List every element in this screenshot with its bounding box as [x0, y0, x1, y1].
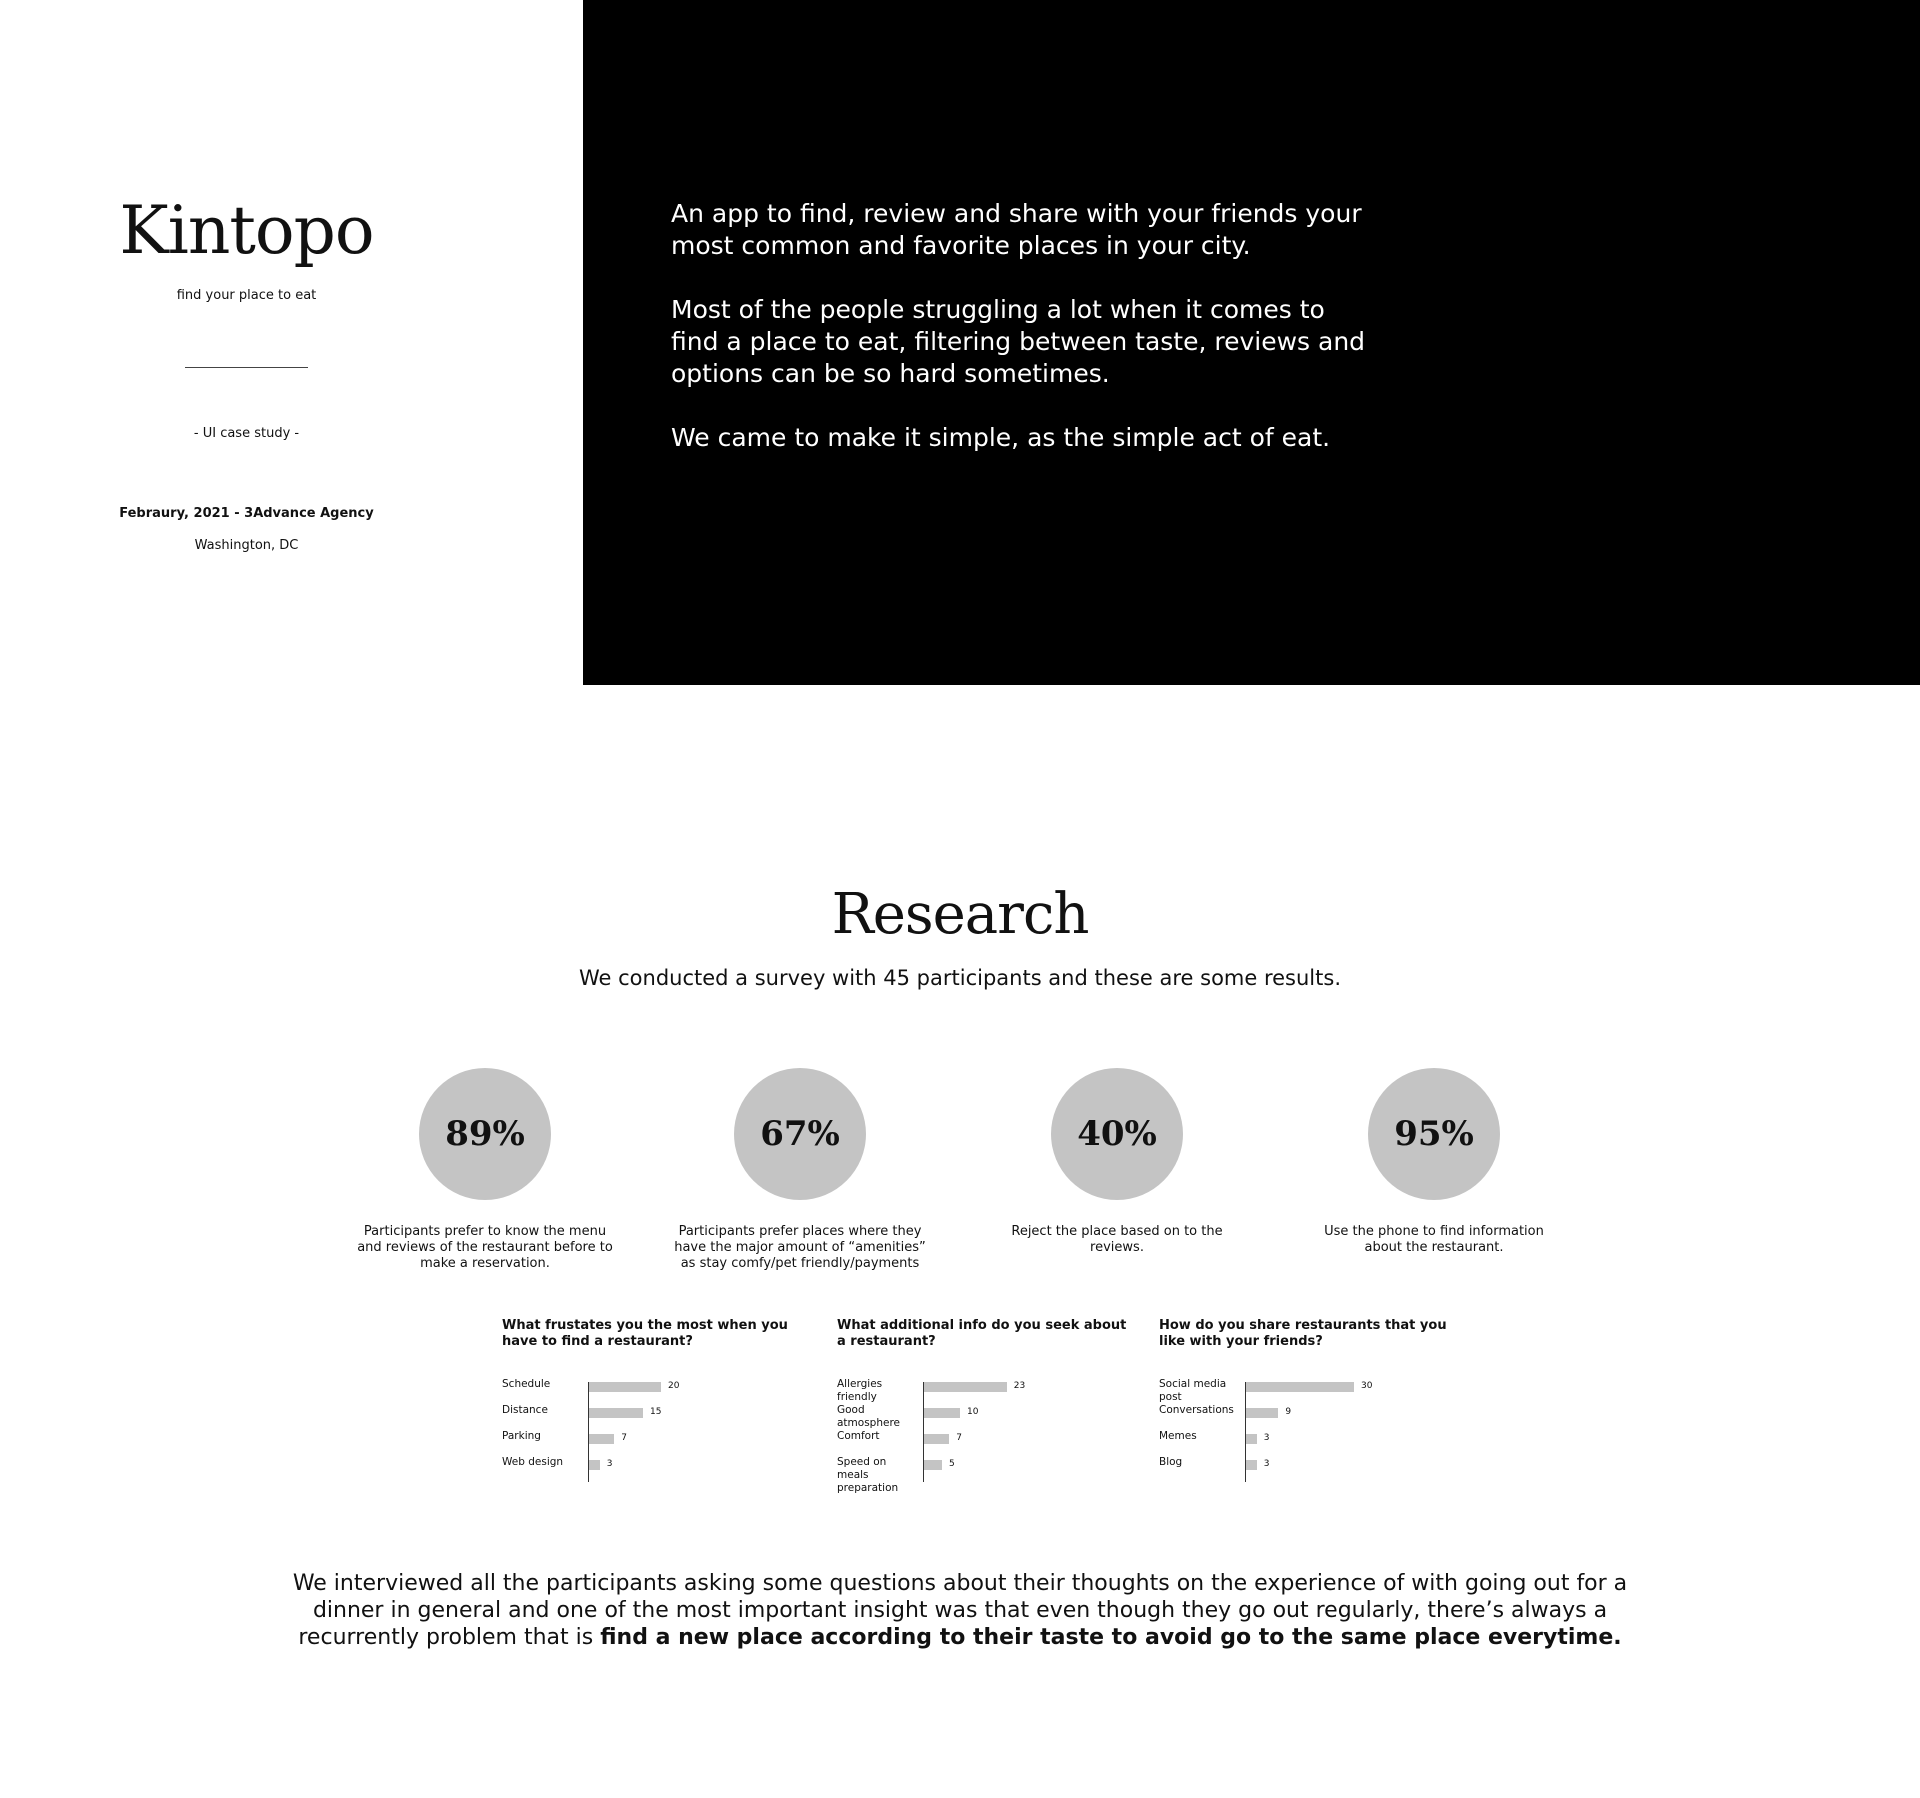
chart-row	[502, 1378, 802, 1404]
stat-value: 40%	[1051, 1068, 1183, 1200]
chart-bar	[1246, 1382, 1354, 1392]
intro-paragraph: An app to find, review and share with your friends your most common and favorite places in your city.	[671, 199, 1362, 260]
chart-bar	[924, 1408, 960, 1418]
chart-row	[1159, 1404, 1459, 1430]
stat-description: Participants prefer to know the menu and reviews of the restaurant before to make a reservation.	[357, 1224, 613, 1271]
chart-bar	[1246, 1408, 1278, 1418]
stat-description: Use the phone to find information about the restaurant.	[1324, 1224, 1544, 1255]
stat-card	[660, 1068, 940, 1272]
chart-category-label: Comfort	[837, 1430, 880, 1442]
chart-row	[1159, 1430, 1459, 1456]
chart-bar	[924, 1382, 1007, 1392]
chart-bar	[589, 1382, 661, 1392]
chart-category-label: Good atmosphere	[837, 1404, 900, 1429]
chart-category-label: Schedule	[502, 1378, 551, 1390]
chart-category-label: Social media post	[1159, 1378, 1227, 1403]
brand-panel	[0, 0, 583, 685]
stat-value: 67%	[734, 1068, 866, 1200]
chart-row	[502, 1456, 802, 1482]
insight-highlight: find a new place according to their taste to avoid go to the same place everytime.	[600, 1625, 1622, 1650]
chart-category-label: Memes	[1159, 1430, 1197, 1442]
chart-category-label: Conversations	[1159, 1404, 1234, 1416]
chart-value-label: 3	[606, 1459, 613, 1469]
intro-text	[671, 198, 1371, 486]
stat-description: Reject the place based on to the reviews.	[1011, 1224, 1223, 1255]
chart-value-label: 7	[621, 1433, 627, 1443]
stat-value: 95%	[1368, 1068, 1500, 1200]
insight-text: We interviewed all the participants asking some questions about their thoughts on the experience of with going out for a dinner in general and one of the most important insight was that even though they go out regularly, there’s always a recurrently problem that is	[292, 1571, 1628, 1650]
chart-title: How do you share restaurants that you like with your friends?	[1159, 1318, 1447, 1349]
chart-bar	[1246, 1434, 1257, 1444]
chart-category-label: Allergies friendly	[837, 1378, 883, 1403]
chart-value-label: 10	[967, 1407, 979, 1417]
stat-card	[345, 1068, 625, 1272]
project-date: Febraury, 2021 - 3Advance Agency	[119, 506, 374, 521]
chart-bar	[589, 1460, 600, 1470]
chart-bar	[924, 1460, 942, 1470]
chart-category-label: Parking	[502, 1430, 541, 1442]
stat-value: 89%	[419, 1068, 551, 1200]
chart-value-label: 20	[668, 1381, 680, 1391]
chart-value-label: 23	[1013, 1381, 1026, 1391]
chart-bar	[924, 1434, 949, 1444]
chart-row	[502, 1404, 802, 1430]
project-location: Washington, DC	[194, 538, 299, 553]
interview-insight	[280, 1570, 1640, 1651]
chart-value-label: 5	[949, 1459, 955, 1469]
chart-row	[1159, 1456, 1459, 1482]
chart-title: What additional info do you seek about a restaurant?	[837, 1318, 1127, 1349]
chart-row	[837, 1456, 1137, 1494]
brand-tagline: find your place to eat	[176, 288, 317, 303]
survey-chart-additional-info	[837, 1318, 1137, 1494]
brand-title: Kintopo	[119, 192, 374, 269]
chart-axis	[923, 1382, 924, 1482]
chart-row	[837, 1430, 1137, 1456]
stat-card	[977, 1068, 1257, 1256]
chart-bar	[1246, 1460, 1257, 1470]
intro-paragraph: Most of the people struggling a lot when it comes to find a place to eat, filtering between taste, reviews and options can be so hard sometimes.	[671, 295, 1366, 388]
chart-rows	[837, 1378, 1137, 1494]
chart-category-label: Speed on meals preparation	[837, 1456, 899, 1494]
research-subtitle: We conducted a survey with 45 participants and these are some results.	[578, 966, 1341, 990]
chart-category-label: Blog	[1159, 1456, 1183, 1468]
research-title: Research	[831, 882, 1089, 947]
chart-rows	[502, 1378, 802, 1482]
chart-title: What frustates you the most when you have to find a restaurant?	[502, 1318, 788, 1349]
chart-value-label: 30	[1361, 1381, 1373, 1391]
chart-category-label: Distance	[502, 1404, 548, 1416]
chart-row	[837, 1378, 1137, 1404]
chart-axis	[1245, 1382, 1246, 1482]
chart-value-label: 7	[956, 1433, 962, 1443]
survey-chart-frustrations	[502, 1318, 802, 1482]
stat-description: Participants prefer places where they have the major amount of “amenities” as stay comfy/pet friendly/payments	[674, 1224, 926, 1271]
intro-paragraph: We came to make it simple, as the simple act of eat.	[671, 423, 1331, 452]
chart-axis	[588, 1382, 589, 1482]
stat-card	[1294, 1068, 1574, 1256]
chart-row	[502, 1430, 802, 1456]
chart-value-label: 3	[1263, 1459, 1270, 1469]
chart-value-label: 9	[1285, 1407, 1292, 1417]
chart-row	[837, 1404, 1137, 1430]
chart-value-label: 15	[650, 1407, 662, 1417]
survey-chart-sharing	[1159, 1318, 1459, 1482]
chart-category-label: Web design	[502, 1456, 564, 1468]
case-study-label: - UI case study -	[193, 426, 300, 441]
chart-bar	[589, 1434, 614, 1444]
chart-rows	[1159, 1378, 1459, 1482]
chart-row	[1159, 1378, 1459, 1404]
chart-bar	[589, 1408, 643, 1418]
chart-value-label: 3	[1263, 1433, 1270, 1443]
divider	[185, 367, 308, 368]
intro-panel	[583, 0, 1920, 685]
